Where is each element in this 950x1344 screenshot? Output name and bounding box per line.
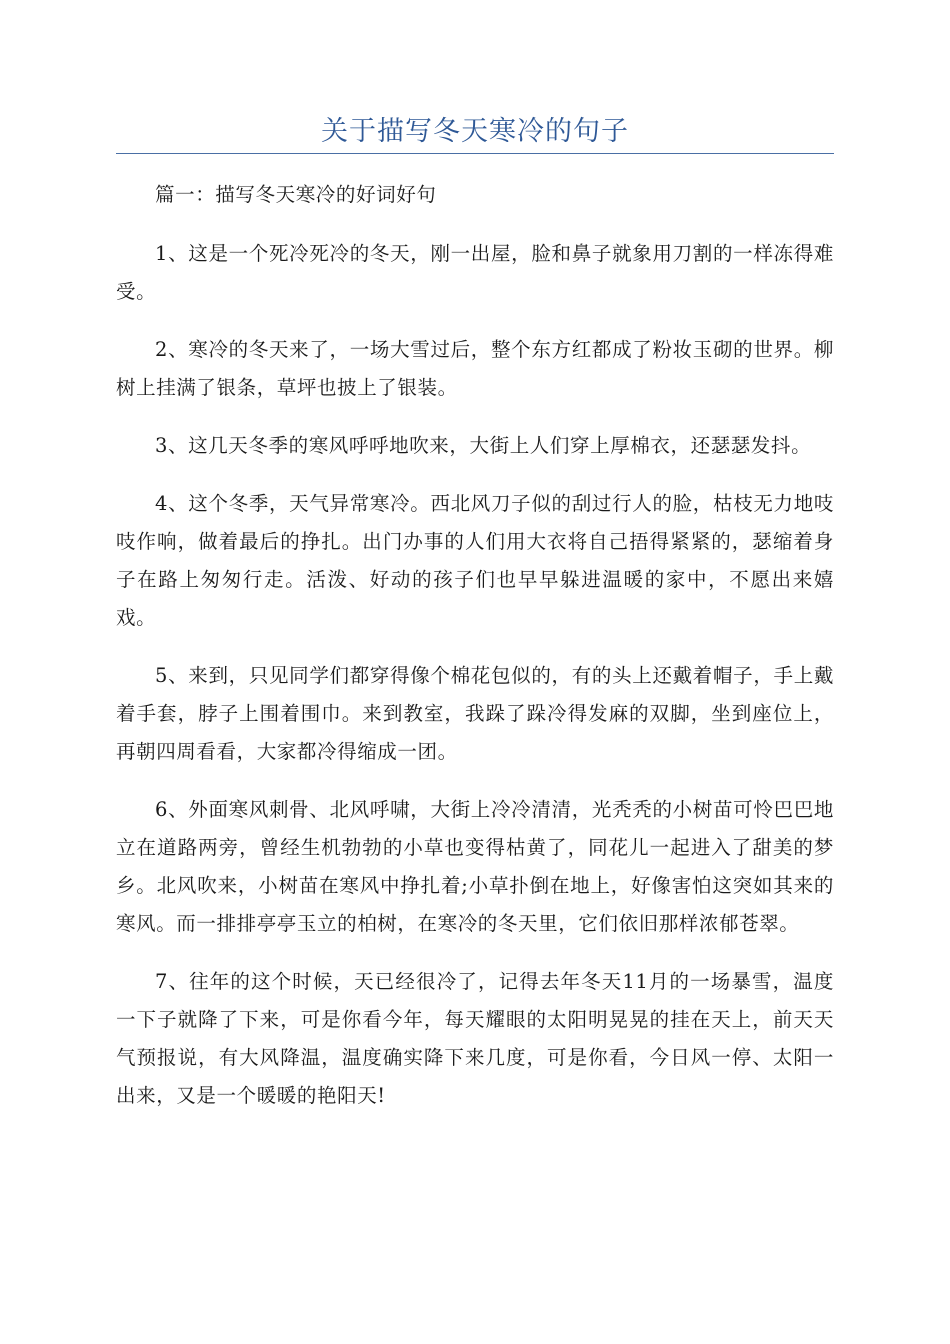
paragraph-1: 1、这是一个死冷死冷的冬天，刚一出屋，脸和鼻子就象用刀割的一样冻得难受。 bbox=[116, 242, 834, 303]
page-title: 关于描写冬天寒冷的句子 bbox=[321, 116, 629, 147]
document-body bbox=[116, 176, 834, 1135]
paragraph-6: 6、外面寒风刺骨、北风呼啸，大街上冷冷清清，光秃秃的小树苗可怜巴巴地立在道路两旁，曾经生机勃勃的小草也变得枯黄了，同花儿一起进入了甜美的梦乡。北风吹来，小树苗在寒风中挣扎着;小草扑倒在地上，好像害怕这突如其来的寒风。而一排排亭亭玉立的柏树，在寒冷的冬天里，它们依旧那样浓郁苍翠。 bbox=[116, 798, 834, 935]
title-underline bbox=[116, 153, 834, 154]
paragraph-7: 7、往年的这个时候，天已经很冷了，记得去年冬天11月的一场暴雪，温度一下子就降了下来，可是你看今年，每天耀眼的太阳明晃晃的挂在天上，前天天气预报说，有大风降温，温度确实降下来几度，可是你看，今日风一停、太阳一出来，又是一个暖暖的艳阳天! bbox=[116, 970, 834, 1107]
paragraph-5: 5、来到，只见同学们都穿得像个棉花包似的，有的头上还戴着帽子，手上戴着手套，脖子上围着围巾。来到教室，我跺了跺冷得发麻的双脚，坐到座位上，再朝四周看看，大家都冷得缩成一团。 bbox=[116, 664, 834, 763]
paragraph-4: 4、这个冬季，天气异常寒冷。西北风刀子似的刮过行人的脸，枯枝无力地吱吱作响，做着最后的挣扎。出门办事的人们用大衣将自己捂得紧紧的，瑟缩着身子在路上匆匆行走。活泼、好动的孩子们也早早躲进温暖的家中，不愿出来嬉戏。 bbox=[116, 492, 834, 629]
paragraph-3: 3、这几天冬季的寒风呼呼地吹来，大街上人们穿上厚棉衣，还瑟瑟发抖。 bbox=[155, 434, 812, 457]
paragraph-2: 2、寒冷的冬天来了，一场大雪过后，整个东方红都成了粉妆玉砌的世界。柳树上挂满了银条，草坪也披上了银装。 bbox=[116, 338, 834, 399]
section-heading: 篇一：描写冬天寒冷的好词好句 bbox=[155, 183, 437, 206]
